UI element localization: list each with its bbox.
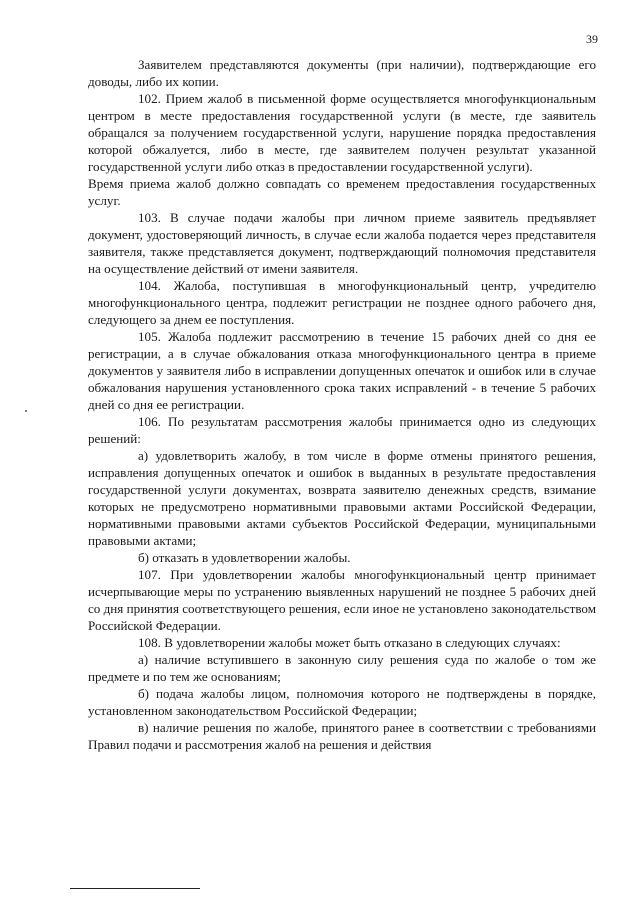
paragraph-106: 106. По результатам рассмотрения жалобы принимается одно из следующих решений:	[88, 414, 596, 446]
paragraph-107: 107. При удовлетворении жалобы многофункциональный центр принимает исчерпывающие меры по устранению выявленных нарушений не позднее 5 рабочих дней со дня принятия соответствующего решения, если иное не установлено законодательством Российской Федерации.	[88, 567, 596, 633]
paragraph-108-b: б) подача жалобы лицом, полномочия которого не подтверждены в порядке, установленном законодательством Российской Федерации;	[88, 686, 596, 718]
document-body	[88, 56, 596, 753]
scan-mark	[25, 410, 27, 412]
paragraph-applicant-documents: Заявителем представляются документы (при наличии), подтверждающие его доводы, либо их копии.	[88, 57, 596, 89]
paragraph-103: 103. В случае подачи жалобы при личном приеме заявитель предъявляет документ, удостоверяющий личность, в случае если жалоба подается через представителя заявителя, также представляется документ, подтверждающий полномочия представителя на осуществление действий от имени заявителя.	[88, 210, 596, 276]
footnote-divider	[70, 888, 200, 889]
paragraph-reception-time: Время приема жалоб должно совпадать со временем предоставления государственных услуг.	[88, 176, 596, 208]
paragraph-104: 104. Жалоба, поступившая в многофункциональный центр, учредителю многофункционального центра, подлежит регистрации не позднее одного рабочего дня, следующего за днем ее поступления.	[88, 278, 596, 327]
paragraph-106-b: б) отказать в удовлетворении жалобы.	[138, 550, 351, 565]
paragraph-105: 105. Жалоба подлежит рассмотрению в течение 15 рабочих дней со дня ее регистрации, а в случае обжалования отказа многофункционального центра в приеме документов у заявителя либо в исправлении допущенных опечаток и ошибок или в случае обжалования нарушения установленного срока таких исправлений - в течение 5 рабочих дней со дня ее регистрации.	[88, 329, 596, 412]
paragraph-108: 108. В удовлетворении жалобы может быть отказано в следующих случаях:	[138, 635, 561, 650]
paragraph-102: 102. Прием жалоб в письменной форме осуществляется многофункциональным центром в месте предоставления государственной услуги (в месте, где заявитель обращался за получением государственной услуги, нарушение порядка предоставления которой обжалуется, либо в месте, где заявителем получен результат указанной государственной услуги либо отказ в предоставлении государственной услуги).	[88, 91, 596, 174]
page-number: 39	[586, 32, 598, 46]
paragraph-108-a: а) наличие вступившего в законную силу решения суда по жалобе о том же предмете и по тем же основаниям;	[88, 652, 596, 684]
paragraph-106-a: а) удовлетворить жалобу, в том числе в форме отмены принятого решения, исправления допущенных опечаток и ошибок в выданных в результате предоставления государственной услуги документах, возврата заявителю денежных средств, взимание которых не предусмотрено нормативными правовыми актами Российской Федерации, нормативными правовыми актами субъектов Российской Федерации, муниципальными правовыми актами;	[88, 448, 596, 548]
paragraph-108-c: в) наличие решения по жалобе, принятого ранее в соответствии с требованиями Правил подачи и рассмотрения жалоб на решения и действия	[88, 720, 596, 752]
